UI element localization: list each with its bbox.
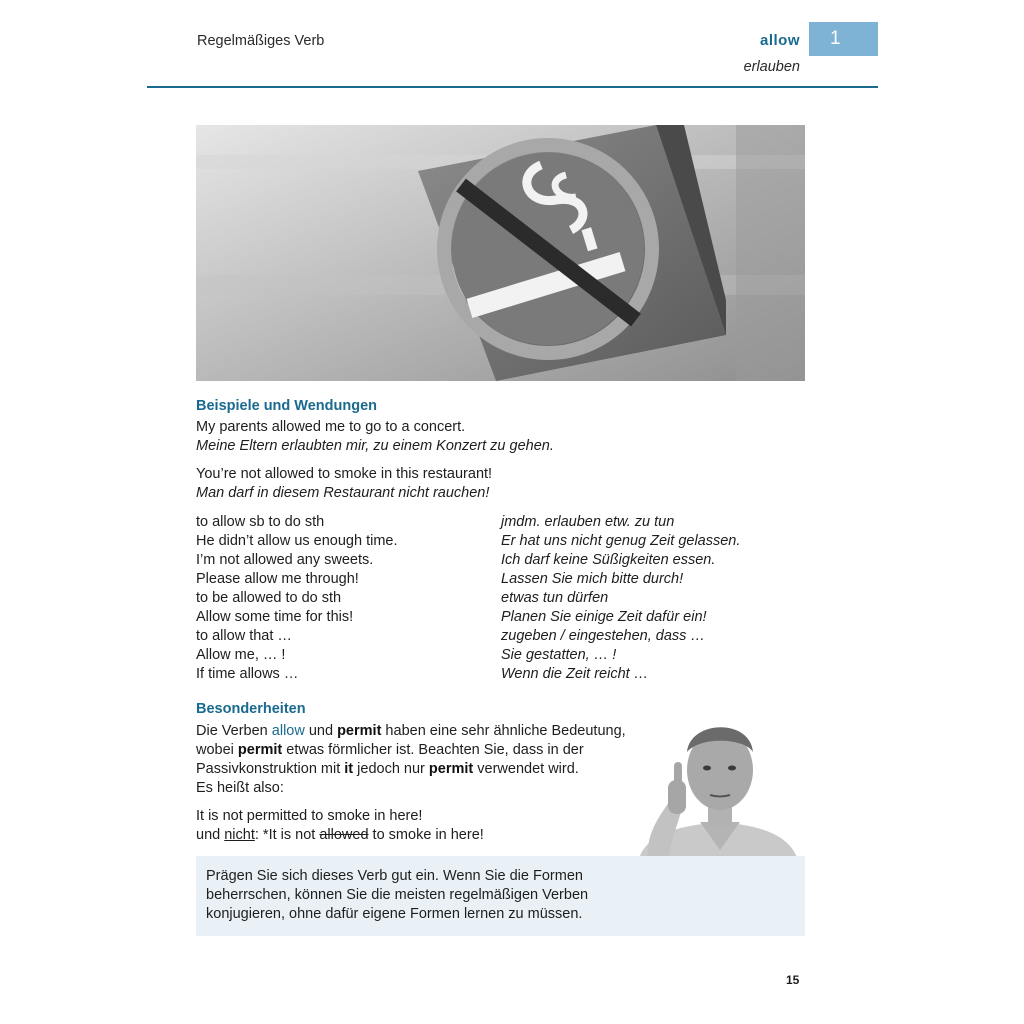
phrase-en: to be allowed to do sth	[196, 590, 342, 606]
phrase-de: Sie gestatten, … !	[501, 647, 617, 663]
no-smoking-icon	[196, 125, 805, 381]
example-sentence-de: Meine Eltern erlaubten mir, zu einem Konzert zu gehen.	[196, 438, 554, 454]
tip-line: konjugieren, ohne dafür eigene Formen lernen zu müssen.	[206, 906, 583, 922]
phrase-en: If time allows …	[196, 666, 299, 682]
phrase-de: Ich darf keine Süßigkeiten essen.	[501, 552, 716, 568]
header-divider	[147, 86, 878, 88]
verb-category-label: Regelmäßiges Verb	[197, 33, 325, 49]
verb-translation: erlauben	[743, 59, 800, 75]
examples-heading: Beispiele und Wendungen	[196, 398, 377, 414]
phrase-en: Allow me, … !	[196, 647, 286, 663]
correct-example: It is not permitted to smoke in here!	[196, 808, 423, 824]
phrase-list-german	[501, 513, 801, 684]
incorrect-example: und nicht: *It is not allowed to smoke in here!	[196, 827, 484, 843]
phrase-en: Please allow me through!	[196, 571, 359, 587]
phrase-list-english	[196, 513, 496, 684]
phrase-en: to allow sb to do sth	[196, 514, 325, 530]
page-number: 15	[786, 973, 800, 987]
chapter-number-badge: 1	[809, 22, 878, 56]
phrase-en: He didn’t allow us enough time.	[196, 533, 398, 549]
verb-highlight: allow	[271, 723, 305, 739]
phrase-de: zugeben / eingestehen, dass …	[501, 628, 705, 644]
phrase-en: to allow that …	[196, 628, 292, 644]
no-smoking-photo	[196, 125, 805, 381]
phrase-de: Lassen Sie mich bitte durch!	[501, 571, 684, 587]
phrase-de: Planen Sie einige Zeit dafür ein!	[501, 609, 707, 625]
phrase-de: etwas tun dürfen	[501, 590, 609, 606]
phrase-en: I’m not allowed any sweets.	[196, 552, 374, 568]
phrase-de: Wenn die Zeit reicht …	[501, 666, 649, 682]
example-sentence-en: You’re not allowed to smoke in this restaurant!	[196, 466, 493, 482]
example-sentence-de: Man darf in diesem Restaurant nicht rauchen!	[196, 485, 490, 501]
tip-line: Prägen Sie sich dieses Verb gut ein. Wenn Sie die Formen	[206, 868, 583, 884]
phrase-de: Er hat uns nicht genug Zeit gelassen.	[501, 533, 741, 549]
verb-title: allow	[759, 32, 800, 49]
special-notes-heading: Besonderheiten	[196, 701, 306, 717]
phrase-en: Allow some time for this!	[196, 609, 354, 625]
example-sentence-en: My parents allowed me to go to a concert.	[196, 419, 466, 435]
tip-line: beherrschen, können Sie die meisten regelmäßigen Verben	[206, 887, 589, 903]
tip-box	[196, 856, 805, 936]
phrase-de: jmdm. erlauben etw. zu tun	[501, 514, 675, 530]
special-notes-text: Die Verben allow und permit haben eine sehr ähnliche Bedeutung, wobei permit etwas förmlicher ist. Beachten Sie, dass in der Passivkonstruktion mit it jedoch nur permit verwendet wird. Es heißt also: It is not permitted to smoke in here! und nicht: *It is not allowed to smoke in here!	[196, 722, 656, 845]
